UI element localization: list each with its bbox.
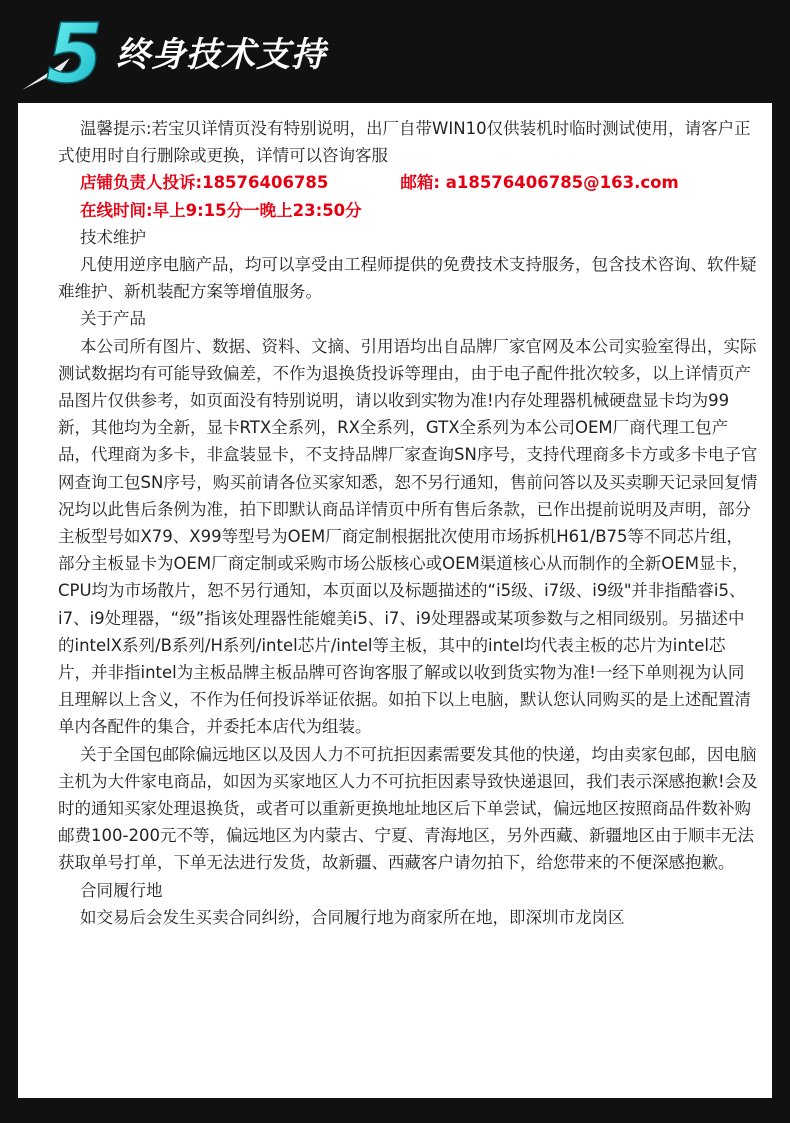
- number-badge-icon: [22, 4, 118, 96]
- contact-row: [58, 169, 758, 196]
- notice-text: 温馨提示:若宝贝详情页没有特别说明，出厂自带WIN10仅供装机时临时测试使用，请客户正式使用时自行删除或更换，详情可以咨询客服: [58, 119, 751, 166]
- section-title: 终身技术支持: [116, 35, 326, 75]
- content-text: [58, 115, 758, 931]
- section-header: [0, 0, 790, 98]
- section-heading: 技术维护: [80, 227, 146, 247]
- content-panel: [18, 103, 772, 1098]
- email-line: 邮箱: a18576406785@163.com: [400, 173, 679, 193]
- paragraph: 本公司所有图片、数据、资料、文摘、引用语均出自品牌厂家官网及本公司实验室得出，实际测试数据均有可能导致偏差，不作为退换货投诉等理由，由于电子配件批次较多，以上详情页产品图片仅供参考，如页面没有特别说明，请以收到实物为准!内存处理器机械硬盘显卡均为99新，其他均为全新，显卡RTX全系列，RX全系列，GTX全系列为本公司OEM厂商代理工包产品，代理商为多卡，非盒装显卡，不支持品牌厂家查询SN序号，支持代理商多卡方或多卡电子官网查询工包SN序号，购买前请各位买家知悉，恕不另行通知，售前问答以及买卖聊天记录回复情况均以此售后条例为准，拍下即默认商品详情页中所有售后条款，已作出提前说明及声明，部分主板型号如X79、X99等型号为OEM厂商定制根据批次使用市场拆机H61/B75等不同芯片组，部分主板显卡为OEM厂商定制或采购市场公版核心或OEM渠道核心从而制作的全新OEM显卡，CPU均为市场散片，恕不另行通知，本页面以及标题描述的“i5级、i7级、i9级"并非指酷睿i5、i7、i9处理器，“级”指该处理器性能媲美i5、i7、i9处理器或某项参数与之相同级别。另描述中的intelX系列/B系列/H系列/intel芯片/intel等主板，其中的intel均代表主板的芯片为intel芯片，并非指intel为主板品牌主板品牌可咨询客服了解或以收到货实物为准!一经下单则视为认同且理解以上含义，不作为任何投诉举证依据。如拍下以上电脑，默认您认同购买的是上述配置清单内各配件的集合，并委托本店代为组装。: [58, 336, 758, 737]
- paragraph: 关于全国包邮除偏远地区以及因人力不可抗拒因素需要发其他的快递，均由卖家包邮，因电脑主机为大件家电商品，如因为买家地区人力不可抗拒因素导致快递退回，我们表示深感抱歉!会及时的通知买家处理退换货，或者可以重新更换地址地区后下单尝试，偏远地区按照商品件数补购邮费100-200元不等，偏远地区为内蒙古、宁夏、青海地区，另外西藏、新疆地区由于顺丰无法获取单号打单，下单无法进行发货，故新疆、西藏客户请勿拍下，给您带来的不便深感抱歉。: [58, 744, 758, 873]
- paragraph: 凡使用逆序电脑产品，均可以享受由工程师提供的免费技术支持服务，包含技术咨询、软件疑难维护、新机装配方案等增值服务。: [58, 255, 757, 302]
- section-heading: 合同履行地: [80, 880, 163, 900]
- section-heading: 关于产品: [80, 309, 146, 329]
- hours-line: 在线时间:早上9:15分一晚上23:50分: [80, 200, 362, 220]
- paragraph: 如交易后会发生买卖合同纠纷，合同履行地为商家所在地，即深圳市龙岗区: [80, 907, 625, 927]
- complaint-line: 店铺负责人投诉:18576406785: [80, 173, 329, 193]
- section-number: 5: [46, 7, 104, 96]
